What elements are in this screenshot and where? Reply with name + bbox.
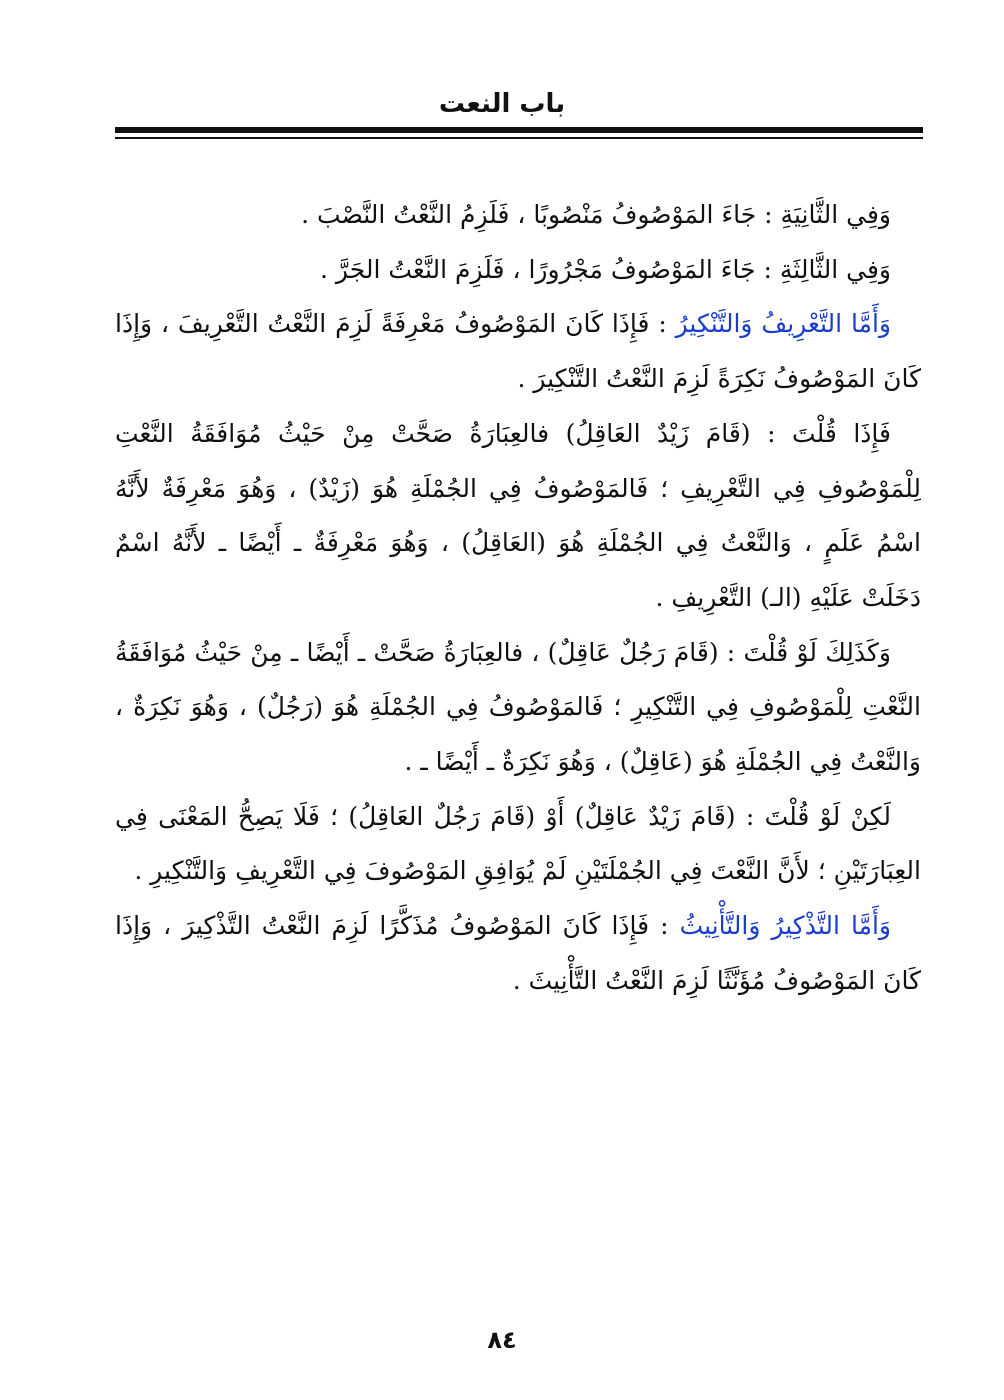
paragraph-third-case: وَفِي الثَّالِثَةِ : جَاءَ المَوْصُوفُ مَجْرُورًا ، فَلَزِمَ النَّعْتُ الجَرَّ . xyxy=(320,254,891,284)
heading-definiteness: وَأَمَّا التَّعْرِيفُ وَالتَّنْكِيرُ xyxy=(675,309,892,339)
paragraph-indefinite-example: وَكَذَلِكَ لَوْ قُلْتَ : (قَامَ رَجُلٌ عَاقِلٌ) ، فالعِبَارَةُ صَحَّتْ ـ أَيْضًا ـ مِنْ حَيْثُ مُوَافَقَةُ النَّعْتِ لِلْمَوْصُوفِ فِي التَّنْكِيرِ ؛ فَالمَوْصُوفُ فِي الجُمْلَةِ هُوَ (رَجُلٌ) ، وَهُوَ نَكِرَةٌ ، وَالنَّعْتُ فِي الجُمْلَةِ هُوَ (عَاقِلٌ) ، وَهُوَ نَكِرَةٌ ـ أَيْضًا ـ . xyxy=(115,637,921,777)
heading-gender: وَأَمَّا التَّذْكِيرُ وَالتَّأْنِيثُ xyxy=(679,911,891,941)
paragraph-second-case: وَفِي الثَّانِيَةِ : جَاءَ المَوْصُوفُ مَنْصُوبًا ، فَلَزِمُ النَّعْتُ النَّصْبَ . xyxy=(301,200,891,229)
paragraph-gender-text: : فَإِذَا كَانَ المَوْصُوفُ مُذَكَّرًا لَزِمَ النَّعْتُ التَّذْكِيرَ ، وَإِذَا كَانَ المَوْصُوفُ مُؤَنَّثًا لَزِمَ النَّعْتُ التَّأْنِيثَ . xyxy=(115,911,921,995)
page-number: ٨٤ xyxy=(487,1326,517,1354)
paragraph-definite-example: فَإِذَا قُلْتَ : (قَامَ زَيْدٌ العَاقِلُ) فالعِبَارَةُ صَحَّتْ مِنْ حَيْثُ مُوَافَقَةُ النَّعْتِ لِلْمَوْصُوفِ فِي التَّعْرِيفِ ؛ فَالمَوْصُوفُ فِي الجُمْلَةِ هُوَ (زَيْدٌ) ، وَهُوَ مَعْرِفَةٌ لأَنَّهُ اسْمُ عَلَمٍ ، وَالنَّعْتُ فِي الجُمْلَةِ هُوَ (العَاقِلُ) ، وَهُوَ مَعْرِفَةٌ ـ أَيْضًا ـ لأَنَّهُ اسْمٌ دَخَلَتْ عَلَيْهِ (الـ) التَّعْرِيفِ . xyxy=(115,418,921,612)
header-rule-thin xyxy=(115,137,923,139)
paragraph-gender xyxy=(115,899,921,1008)
header-rule-thick xyxy=(115,127,923,133)
paragraph-mismatch-example: لَكِنْ لَوْ قُلْتَ : (قَامَ زَيْدٌ عَاقِلٌ) أَوْ (قَامَ رَجُلٌ العَاقِلُ) ؛ فَلَا يَصِحُّ المَعْنَى فِي العِبَارَتَيْنِ ؛ لأَنَّ النَّعْتَ فِي الجُمْلَتَيْنِ لَمْ يُوَافِقِ المَوْصُوفَ فِي التَّعْرِيفِ وَالتَّنْكِيرِ . xyxy=(115,801,921,886)
paragraph-definiteness xyxy=(115,297,921,406)
page-body-text xyxy=(115,188,921,1009)
chapter-header-title: باب النعت xyxy=(438,89,566,119)
paragraph-definiteness-text: : فَإِذَا كَانَ المَوْصُوفُ مَعْرِفَةً لَزِمَ النَّعْتُ التَّعْرِيفَ ، وَإِذَا كَانَ المَوْصُوفُ نَكِرَةً لَزِمَ النَّعْتُ التَّنْكِيرَ . xyxy=(115,309,921,394)
